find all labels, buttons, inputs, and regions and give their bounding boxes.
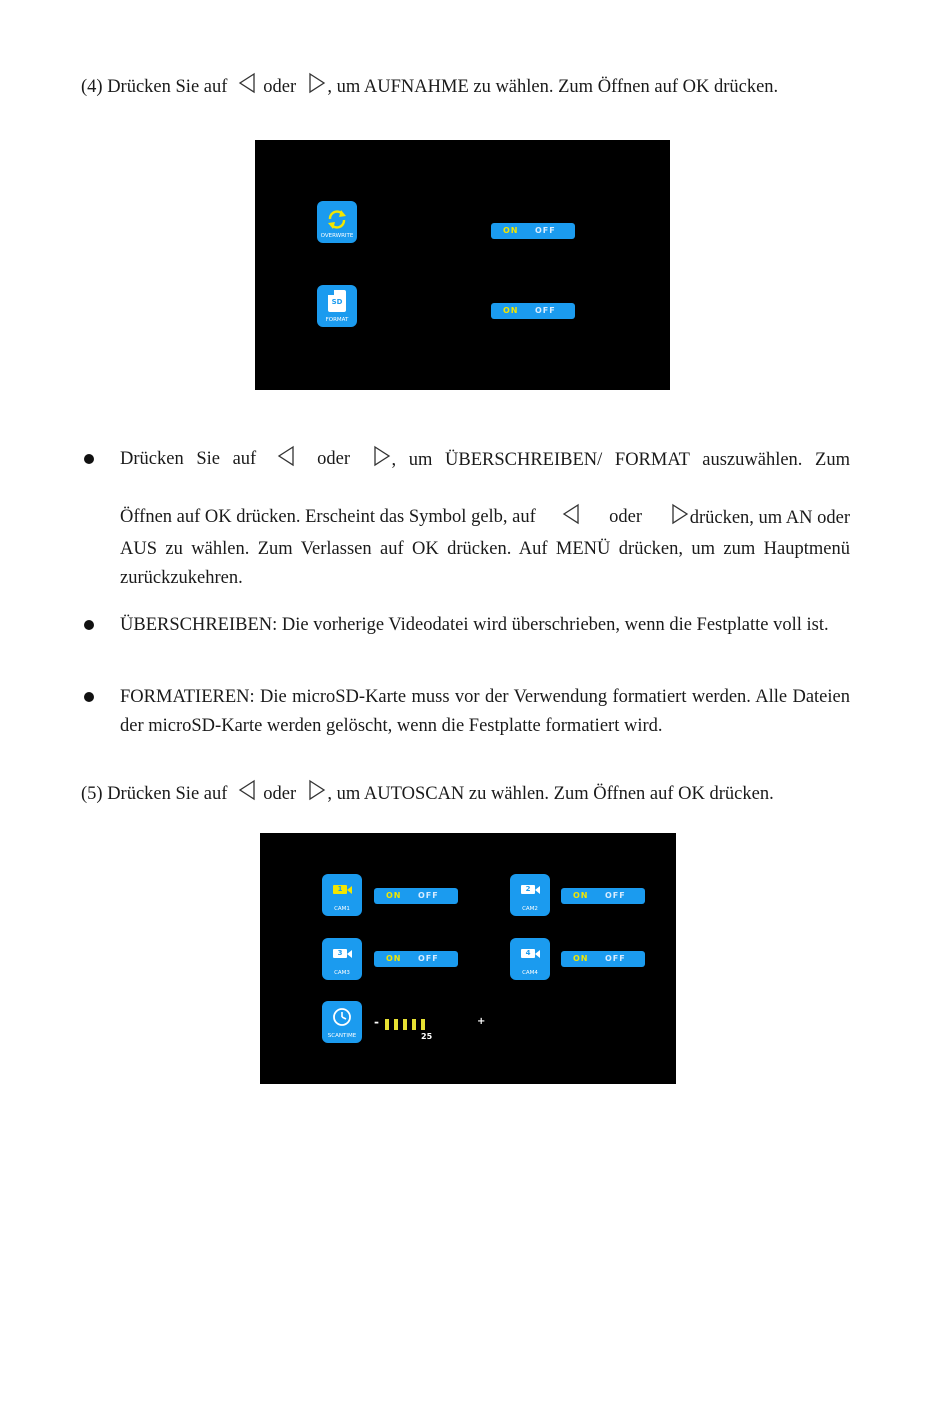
bullet-1-part-a: Drücken Sie auf: [120, 449, 257, 469]
left-arrow-icon: [237, 779, 259, 801]
cam3-on-off-toggle[interactable]: [374, 951, 458, 967]
bullet-3-text: FORMATIEREN: Die microSD-Karte muss vor der Verwendung formatiert werden. Alle Dateien der microSD-Karte werden gelöscht, wenn die Festplatte formatiert wird.: [120, 687, 850, 736]
oder-text: oder: [317, 449, 351, 469]
bullet-dot: [84, 454, 94, 464]
off-option[interactable]: OFF: [418, 954, 439, 963]
oder-text: oder: [263, 77, 297, 97]
camera-2-icon: [510, 874, 550, 916]
camera-4-icon: [510, 938, 550, 980]
sd-card-icon: [317, 285, 357, 327]
camera-number: 4: [525, 949, 531, 957]
clock-icon: [322, 1001, 362, 1043]
scantime-segment: [385, 1019, 389, 1030]
camera-number: 2: [525, 885, 531, 893]
on-option[interactable]: ON: [503, 226, 519, 235]
scantime-decrease[interactable]: -: [374, 1015, 379, 1029]
scantime-level-bar[interactable]: [385, 1019, 435, 1030]
on-option[interactable]: ON: [386, 954, 402, 963]
bullet-1-part-d: drücken, um AN oder: [689, 508, 850, 528]
on-option[interactable]: ON: [573, 891, 589, 900]
step-5-instruction: [81, 779, 774, 805]
off-option[interactable]: OFF: [605, 954, 626, 963]
on-option[interactable]: ON: [503, 306, 519, 315]
cam3-label: CAM3: [334, 970, 350, 976]
camera-3-icon: [322, 938, 362, 980]
format-on-off-toggle[interactable]: [491, 303, 575, 319]
left-arrow-icon: [276, 445, 298, 467]
camera-1-icon: [322, 874, 362, 916]
right-arrow-icon: [305, 779, 327, 801]
bullet-dot: [84, 692, 94, 702]
bullet-1-part-c: Öffnen auf OK drücken. Erscheint das Symbol gelb, auf: [120, 507, 536, 527]
camera-number: 3: [337, 949, 343, 957]
off-option[interactable]: OFF: [535, 226, 556, 235]
overwrite-label: OVERWRITE: [320, 233, 354, 239]
scantime-increase[interactable]: +: [477, 1016, 486, 1027]
bullet-1-part-b: , um ÜBERSCHREIBEN/ FORMAT auszuwählen. Zum: [391, 450, 850, 470]
cam2-label: CAM2: [522, 906, 538, 912]
cam1-label: CAM1: [334, 906, 350, 912]
camera-number: 1: [337, 885, 343, 893]
bullet-2-text: ÜBERSCHREIBEN: Die vorherige Videodatei wird überschrieben, wenn die Festplatte voll ist.: [120, 615, 829, 635]
scantime-segment: [394, 1019, 398, 1030]
overwrite-icon: [317, 201, 357, 243]
scantime-value: 25: [421, 1032, 433, 1041]
oder-text: oder: [609, 507, 643, 527]
autoscan-menu-screenshot: [260, 833, 676, 1084]
left-arrow-icon: [561, 503, 583, 525]
step-5-suffix: , um AUTOSCAN zu wählen. Zum Öffnen auf OK drücken.: [327, 784, 774, 804]
off-option[interactable]: OFF: [605, 891, 626, 900]
on-option[interactable]: ON: [386, 891, 402, 900]
bullet-1-part-e: AUS zu wählen. Zum Verlassen auf OK drücken. Auf MENÜ drücken, um zum Hauptmenü zurückzukehren.: [120, 539, 850, 588]
bullet-dot: [84, 620, 94, 630]
step-4-instruction: [81, 72, 778, 98]
step-5-prefix: (5) Drücken Sie auf: [81, 784, 228, 804]
scantime-label: SCANTIME: [327, 1033, 357, 1039]
right-arrow-icon: [370, 445, 392, 467]
overwrite-on-off-toggle[interactable]: [491, 223, 575, 239]
scantime-segment: [421, 1019, 425, 1030]
sd-text: SD: [331, 298, 343, 306]
step-4-suffix: , um AUFNAHME zu wählen. Zum Öffnen auf OK drücken.: [327, 77, 779, 97]
cam4-on-off-toggle[interactable]: [561, 951, 645, 967]
scantime-segment: [403, 1019, 407, 1030]
bullet-1-text: [120, 445, 850, 593]
cam4-label: CAM4: [522, 970, 538, 976]
right-arrow-icon: [668, 503, 690, 525]
record-menu-screenshot: [255, 140, 670, 390]
left-arrow-icon: [237, 72, 259, 94]
on-option[interactable]: ON: [573, 954, 589, 963]
scantime-segment: [412, 1019, 416, 1030]
cam2-on-off-toggle[interactable]: [561, 888, 645, 904]
format-label: FORMAT: [325, 317, 349, 323]
off-option[interactable]: OFF: [535, 306, 556, 315]
off-option[interactable]: OFF: [418, 891, 439, 900]
right-arrow-icon: [305, 72, 327, 94]
cam1-on-off-toggle[interactable]: [374, 888, 458, 904]
oder-text: oder: [263, 784, 297, 804]
step-4-prefix: (4) Drücken Sie auf: [81, 77, 228, 97]
